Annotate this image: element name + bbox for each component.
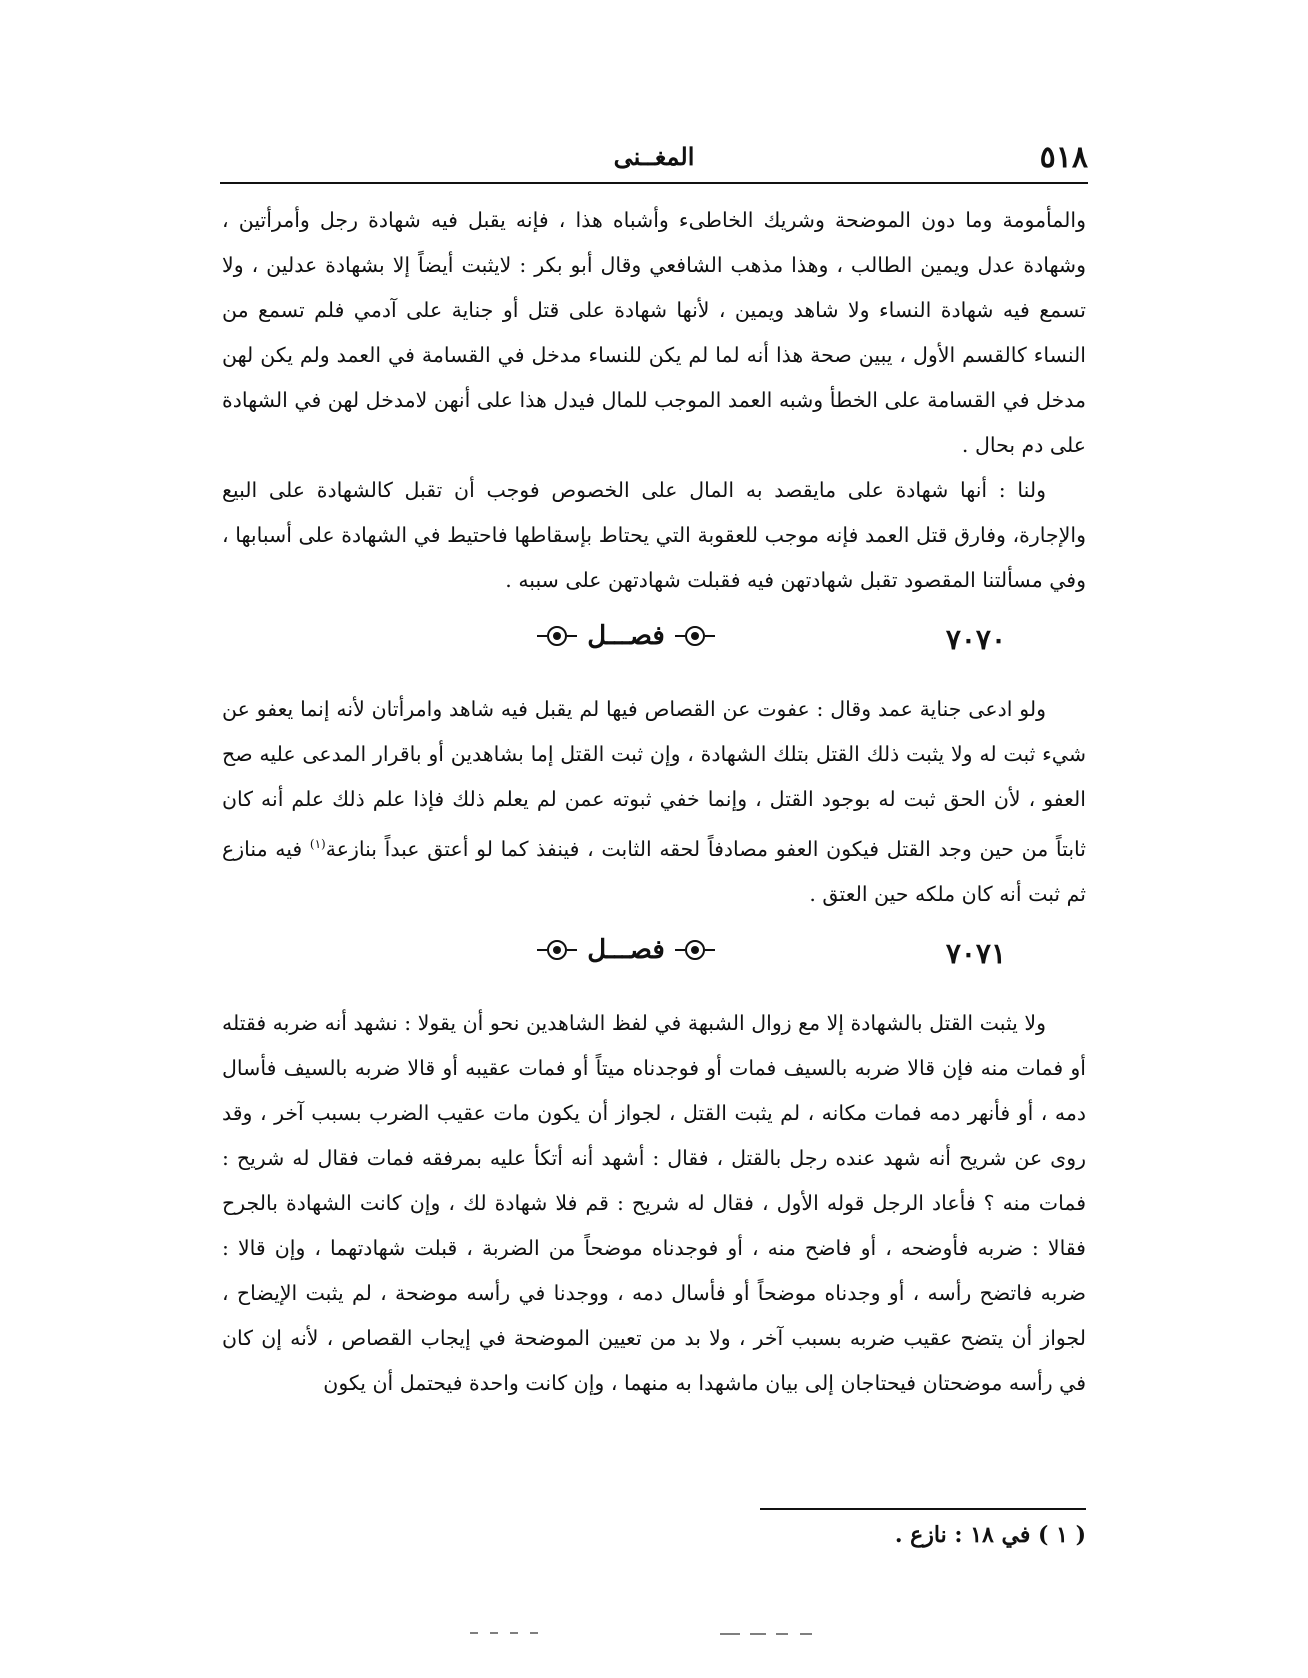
ornament-icon [673, 937, 717, 963]
paragraph-text: فيه منازع ثم ثبت أنه كان ملكه حين العتق . [222, 836, 1086, 906]
paragraph: والمأمومة وما دون الموضحة وشريك الخاطىء وأشباه هذا ، فإنه يقبل فيه شهادة رجل وأمرأتين ، وشهادة عدل ويمين الطالب ، وهذا مذهب الشافعي وقال أبو بكر : لايثبت أيضاً إلا بشهادة عدلين ، ولا تسمع فيه شهادة النساء ولا شاهد ويمين ، لأنها شهادة على قتل أو جناية على آدمي فلم تسمع من النساء كالقسم الأول ، يبين صحة هذا أنه لما لم يكن للنساء مدخل في القسامة في العمد ولم يكن لهن مدخل في القسامة على الخطأ وشبه العمد الموجب للمال فيدل هذا على أنهن لامدخل لهن في الشهادة على دم بحال . [222, 208, 1086, 457]
running-title: المغــنى [613, 142, 695, 171]
section-title-group [506, 621, 746, 651]
footnote: ( ١ ) في ١٨ : نازع . [894, 1522, 1086, 1548]
page-header [220, 140, 1088, 180]
section-title: فصـــل [587, 621, 665, 651]
section-number: ٧٠٧٠ [945, 623, 1006, 656]
scan-artifact [470, 1628, 870, 1638]
header-rule [220, 182, 1088, 184]
page-number: ٥١٨ [1039, 140, 1088, 175]
page-body [222, 198, 1086, 1406]
paragraph-text: ولو ادعى جناية عمد وقال : عفوت عن القصاص فيها لم يقبل فيه شاهد وامرأتان لأنه إنما يعفو عن شيء ثبت له ولا يثبت ذلك القتل بتلك الشهادة ، وإن ثبت القتل إما بشاهدين أو باقرار المدعى عليه صح العفو ، لأن الحق ثبت له بوجود القتل ، وإنما خفي ثبوته عمن لم يعلم ذلك فإذا علم ذلك علم أنه كان ثابتاً من حين وجد القتل فيكون العفو مصادفاً لحقه الثابت ، فينفذ كما لو أعتق عبداً بنازعة [222, 697, 1086, 861]
section-title: فصـــل [587, 934, 665, 965]
section-number: ٧٠٧١ [945, 936, 1006, 970]
ornament-icon [673, 623, 717, 649]
section-heading [222, 617, 1086, 677]
section-heading [222, 931, 1086, 991]
ornament-icon [535, 623, 579, 649]
footnote-rule [760, 1508, 1086, 1510]
footnote-reference: (١) [309, 837, 326, 851]
paragraph: ولا يثبت القتل بالشهادة إلا مع زوال الشبهة في لفظ الشاهدين نحو أن يقولا : نشهد أنه ضربه فقتله أو فمات منه فإن قالا ضربه بالسيف فمات أو فوجدناه ميتاً أو فمات عقيبه أو قالا ضربه بالسيف فأسال دمه ، أو فأنهر دمه فمات مكانه ، لم يثبت القتل ، لجواز أن يكون مات عقيب الضرب بسبب آخر ، وقد روى عن شريح أنه شهد عنده رجل بالقتل ، فقال : أشهد أنه أتكأ عليه بمرفقه فمات فقال له شريح : فمات منه ؟ فأعاد الرجل قوله الأول ، فقال له شريح : قم فلا شهادة لك ، وإن كانت الشهادة بالجرح فقالا : ضربه فأوضحه ، أو فاضح منه ، أو فوجدناه موضحاً من الضربة ، قبلت شهادتهما ، وإن قالا : ضربه فاتضح رأسه ، أو وجدناه موضحاً أو فأسال دمه ، ووجدنا في رأسه موضحة ، لم يثبت الإيضاح ، لجواز أن يتضح عقيب ضربه بسبب آخر ، ولا بد من تعيين الموضحة في إيجاب القصاص ، لأنه إن كان في رأسه موضحتان فيحتاجان إلى بيان ماشهدا به منهما ، وإن كانت واحدة فيحتمل أن يكون [222, 1010, 1086, 1395]
ornament-icon [535, 937, 579, 963]
paragraph: ولنا : أنها شهادة على مايقصد به المال على الخصوص فوجب أن تقبل كالشهادة على البيع والإجارة، وفارق قتل العمد فإنه موجب للعقوبة التي يحتاط بإسقاطها فاحتيط في الشهادة على أسبابها ، وفي مسألتنا المقصود تقبل شهادتهن فيه فقبلت شهادتهن على سببه . [222, 478, 1086, 592]
paragraph [222, 687, 1086, 917]
section-title-group [506, 935, 746, 965]
